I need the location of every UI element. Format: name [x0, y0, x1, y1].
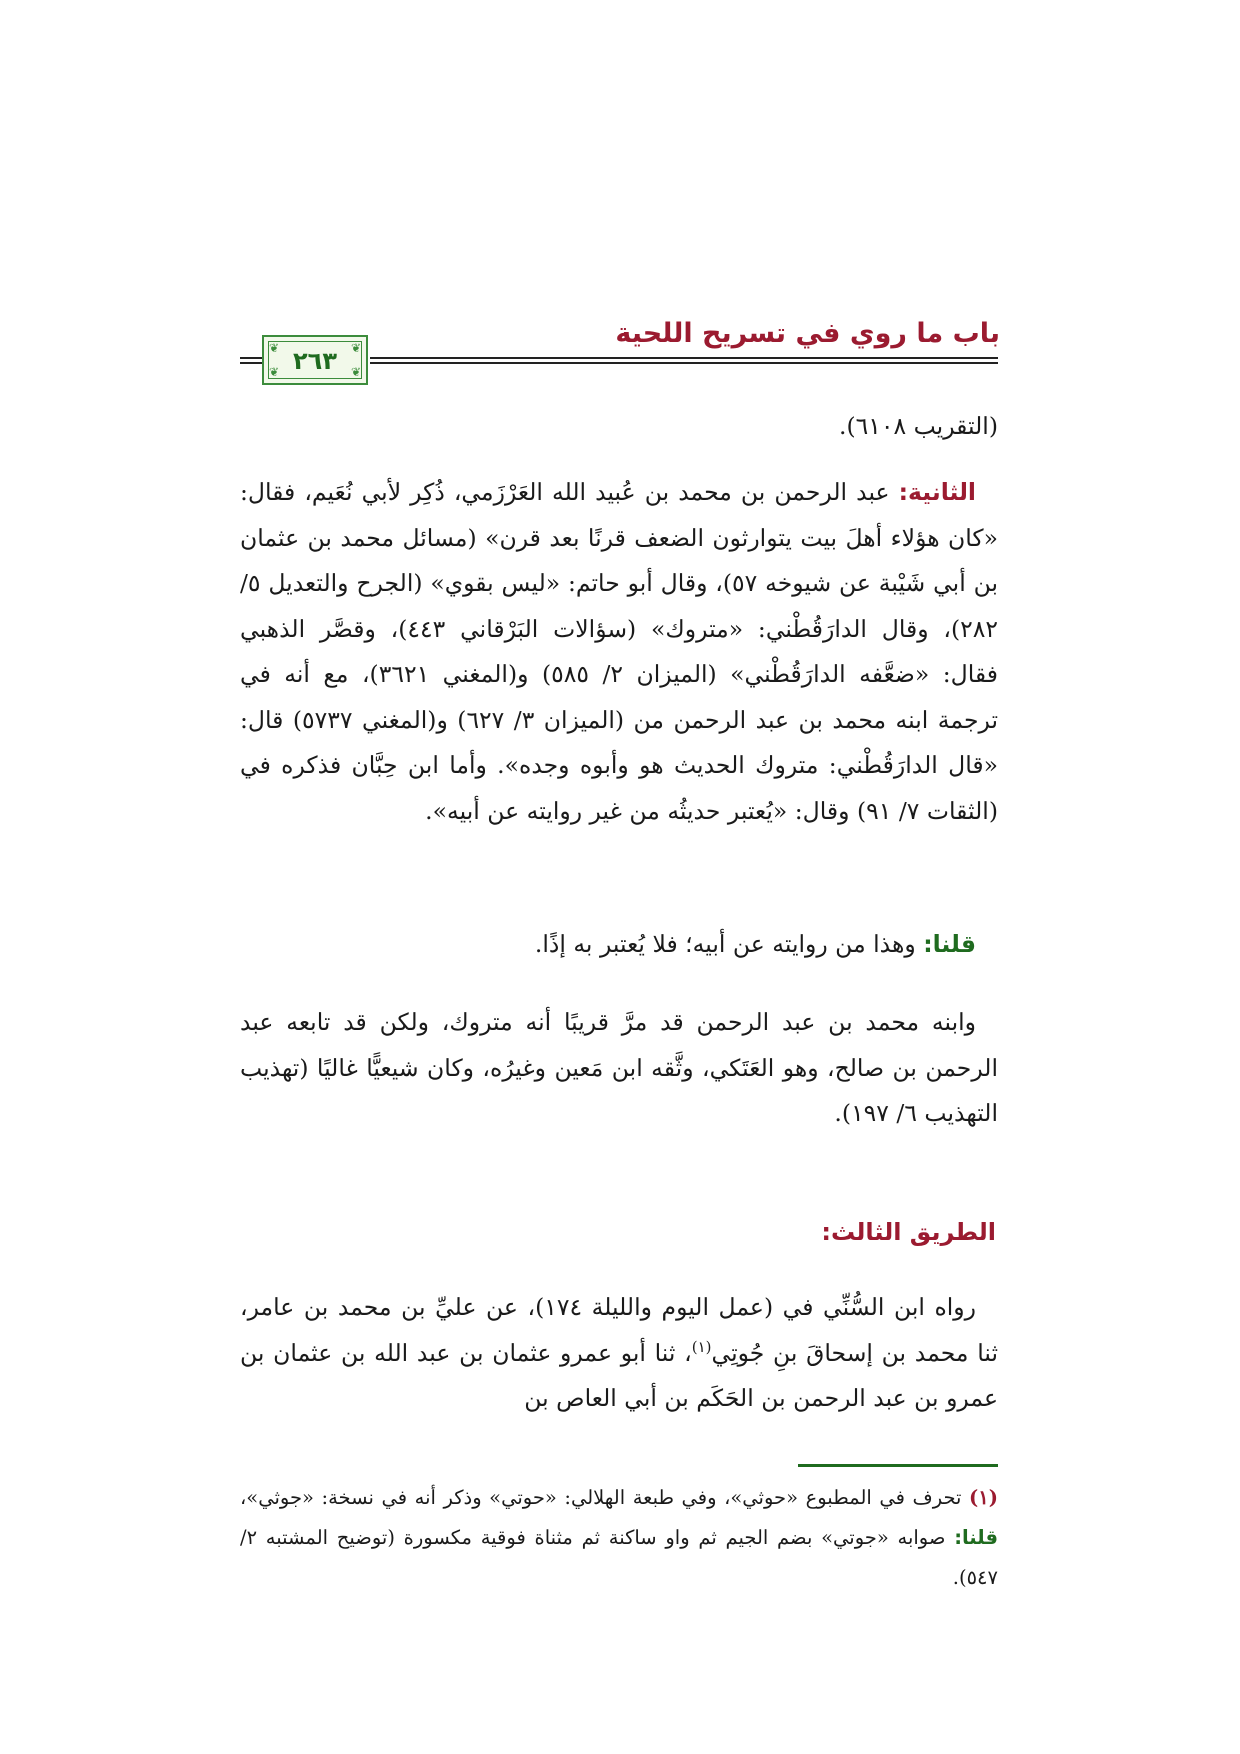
label-qulna: قلنا:: [923, 930, 976, 958]
footnote-reference[interactable]: (١): [691, 1337, 712, 1356]
footnote: [240, 1478, 998, 1598]
footnote-number: (١): [969, 1486, 998, 1509]
paragraph-qulna: [240, 922, 998, 968]
paragraph-second: [240, 470, 998, 834]
footnote-text: صوابه «جوتي» بضم الجيم ثم واو ساكنة ثم مثناة فوقية مكسورة (توضيح المشتبه ٢/ ٥٤٧).: [240, 1526, 998, 1589]
paragraph-text: عبد الرحمن بن محمد بن عُبيد الله العَرْزَمي، ذُكِر لأبي نُعَيم، فقال: «كان هؤلاء أهلَ بيت يتوارثون الضعف قرنًا بعد قرن» (مسائل محمد بن عثمان بن أبي شَيْبة عن شيوخه ٥٧)، وقال أبو حاتم: «ليس بقوي» (الجرح والتعديل ٥/ ٢٨٢)، وقال الدارَقُطْني: «متروك» (سؤالات البَرْقاني ٤٤٣)، وقصَّر الذهبي فقال: «ضعَّفه الدارَقُطْني» (الميزان ٢/ ٥٨٥) و(المغني ٣٦٢١)، مع أنه في ترجمة ابنه محمد بن عبد الرحمن من (الميزان ٣/ ٦٢٧) و(المغني ٥٧٣٧) قال: «قال الدارَقُطْني: متروك الحديث هو وأبوه وجده». وأما ابن حِبَّان فذكره في (الثقات ٧/ ٩١) وقال: «يُعتبر حديثُه من غير روايته عن أبيه».: [240, 478, 999, 825]
paragraph-third-route: [240, 1285, 998, 1422]
paragraph-text: وهذا من روايته عن أبيه؛ فلا يُعتبر به إذًا.: [534, 930, 924, 958]
ornament-icon: ❦: [269, 341, 280, 355]
paragraph-taqrib: [240, 404, 998, 450]
ornament-icon: ❦: [350, 341, 361, 355]
ornament-icon: ❦: [269, 365, 280, 379]
paragraph-text: رواه ابن السُّنِّي في (عمل اليوم والليلة ١٧٤)، عن عليِّ بن محمد بن عامر، ثنا محمد بن إسحاقَ بنِ جُوتِي: [240, 1293, 998, 1367]
page-number-badge: [262, 335, 368, 385]
paragraph-text: وابنه محمد بن عبد الرحمن قد مرَّ قريبًا أنه متروك، ولكن قد تابعه عبد الرحمن بن صالح، وهو العَتَكي، وثَّقه ابن مَعين وغيرُه، وكان شيعيًّا غاليًا (تهذيب التهذيب ٦/ ١٩٧).: [240, 1008, 998, 1127]
ornament-icon: ❦: [350, 365, 361, 379]
paragraph-text: ، ثنا أبو عمرو عثمان بن عبد الله بن عثمان بن عمرو بن عبد الرحمن بن الحَكَم بن أبي العاص بن: [240, 1338, 998, 1412]
footnote-separator: [798, 1464, 998, 1467]
footnote-text: تحرف في المطبوع «حوثي»، وفي طبعة الهلالي: «حوتي» وذكر أنه في نسخة: «جوثي»،: [240, 1486, 970, 1509]
paragraph-son: [240, 1000, 998, 1137]
footnote-label-qulna: قلنا:: [954, 1526, 998, 1549]
header-rule-left: [240, 357, 262, 364]
page-number: ٢٦٣: [293, 347, 337, 375]
header-rule-right: [370, 357, 998, 364]
chapter-title: باب ما روي في تسريح اللحية: [615, 318, 1000, 349]
section-heading: الطريق الثالث:: [821, 1218, 996, 1246]
paragraph-text: (التقريب ٦١٠٨).: [838, 412, 998, 440]
label-thaniya: الثانية:: [898, 478, 976, 506]
